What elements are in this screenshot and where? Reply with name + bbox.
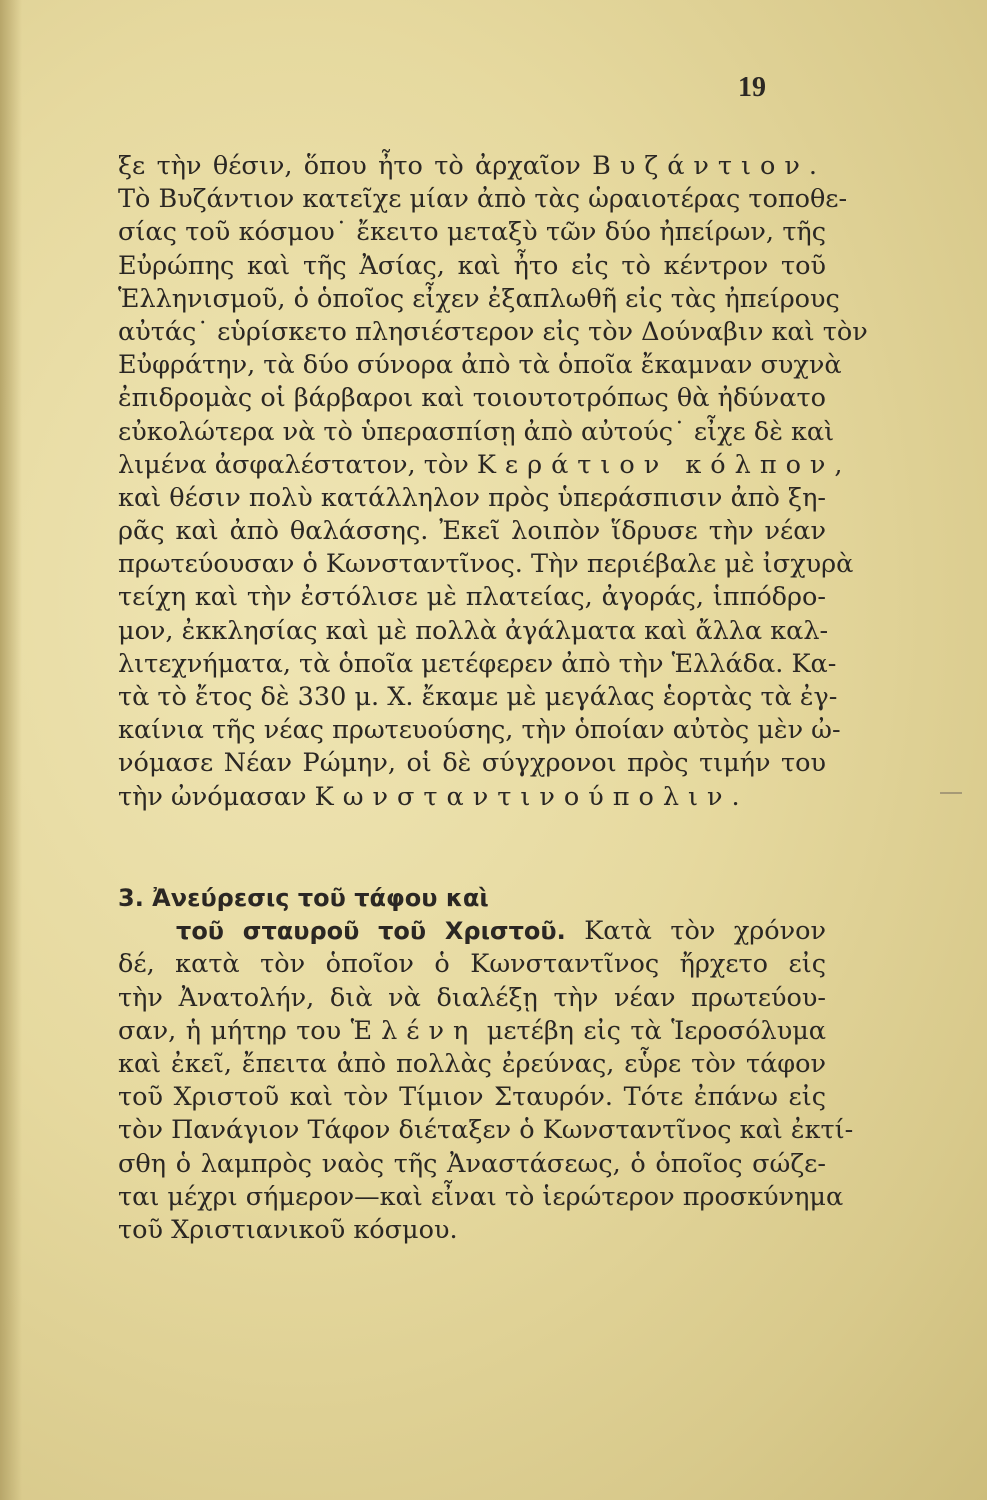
text-line: ξε τὴν θέσιν, ὅπου ἦτο τὸ ἀρχαῖον Βυζάντιον. <box>118 151 826 181</box>
text-line: τοῦ Χριστοῦ καὶ τὸν Τίμιον Σταυρόν. Τότε ἐπάνω εἰς <box>118 1082 826 1113</box>
text-line: πρωτεύουσαν ὁ Κωνσταντῖνος. Τὴν περιέβαλε μὲ ἰσχυρὰ <box>118 549 854 580</box>
text-line: τοῦ Χριστιανικοῦ κόσμου. <box>118 1214 458 1245</box>
text-line: Εὐφράτην, τὰ δύο σύνορα ἀπὸ τὰ ὁποῖα ἔκαμναν συχνὰ <box>118 350 842 381</box>
text-line: καὶ ἐκεῖ, ἔπειτα ἀπὸ πολλὰς ἐρεύνας, εὗρε τὸν τάφον <box>118 1048 826 1079</box>
page-shadow <box>0 0 22 1500</box>
page-number: 19 <box>738 72 766 103</box>
text-line: εὐκολώτερα νὰ τὸ ὑπερασπίσῃ ἀπὸ αὐτούς˙ εἶχε δὲ καὶ <box>118 416 835 447</box>
text-line: καὶ θέσιν πολὺ κατάλληλον πρὸς ὑπεράσπισιν ἀπὸ ξη- <box>118 482 826 513</box>
text-line: σαν, ἡ μήτηρ του Ἑλένη μετέβη εἰς τὰ Ἱεροσόλυμα <box>118 1015 826 1046</box>
text-line: ται μέχρι σήμερον—καὶ εἶναι τὸ ἱερώτερον προσκύνημα <box>118 1181 844 1212</box>
section-heading-cont: τοῦ σταυροῦ τοῦ Χριστοῦ. <box>176 917 566 946</box>
text-line: τὸν Πανάγιον Τάφον διέταξεν ὁ Κωνσταντῖνος καὶ ἐκτί- <box>118 1115 854 1146</box>
text-line: Ἑλληνισμοῦ, ὁ ὁποῖος εἶχεν ἐξαπλωθῆ εἰς τὰς ἠπείρους <box>118 283 840 314</box>
text-line: Εὐρώπης καὶ τῆς Ἀσίας, καὶ ἦτο εἰς τὸ κέντρον τοῦ <box>118 250 826 281</box>
margin-mark <box>940 792 962 794</box>
text-line: λιμένα ἀσφαλέστατον, τὸν Κεράτιον κόλπον, <box>118 449 852 480</box>
text-line: ἐπιδρομὰς οἱ βάρβαροι καὶ τοιουτοτρόπως θὰ ἠδύνατο <box>118 383 826 414</box>
text-line: τὴν Ἀνατολήν, διὰ νὰ διαλέξῃ τὴν νέαν πρωτεύου- <box>118 982 826 1013</box>
text-line: Τὸ Βυζάντιον κατεῖχε μίαν ἀπὸ τὰς ὡραιοτέρας τοποθε- <box>118 184 848 215</box>
text-line: καίνια τῆς νέας πρωτευούσης, τὴν ὁποίαν αὐτὸς μὲν ὠ- <box>118 715 841 746</box>
text-line: δέ, κατὰ τὸν ὁποῖον ὁ Κωνσταντῖνος ἤρχετο εἰς <box>118 949 826 980</box>
section-heading: 3. Ἀνεύρεσις τοῦ τάφου καὶ <box>118 884 489 912</box>
text-line: σίας τοῦ κόσμου˙ ἔκειτο μεταξὺ τῶν δύο ἠπείρων, τῆς <box>118 217 826 248</box>
text-line: λιτεχνήματα, τὰ ὁποῖα μετέφερεν ἀπὸ τὴν Ἑλλάδα. Κα- <box>118 648 837 679</box>
text-line: μον, ἐκκλησίας καὶ μὲ πολλὰ ἀγάλματα καὶ ἄλλα καλ- <box>118 615 829 646</box>
text-line: νόμασε Νέαν Ρώμην, οἱ δὲ σύγχρονοι πρὸς τιμήν του <box>118 748 826 779</box>
section-3 <box>118 882 854 1247</box>
text-line: τὴν ὠνόμασαν Κωνσταντινούπολιν. <box>118 781 749 812</box>
text-line: τείχη καὶ τὴν ἐστόλισε μὲ πλατείας, ἀγοράς, ἱππόδρο- <box>118 582 826 613</box>
text-line: ρᾶς καὶ ἀπὸ θαλάσσης. Ἐκεῖ λοιπὸν ἵδρυσε τὴν νέαν <box>118 516 826 547</box>
text-line: τοῦ σταυροῦ τοῦ Χριστοῦ. Κατὰ τὸν χρόνον <box>118 915 826 948</box>
text-line: σθη ὁ λαμπρὸς ναὸς τῆς Ἀναστάσεως, ὁ ὁποῖος σώζε- <box>118 1148 826 1179</box>
paragraph-byzantium <box>118 150 868 814</box>
text-line: τὰ τὸ ἔτος δὲ 330 μ. Χ. ἔκαμε μὲ μεγάλας ἑορτὰς τὰ ἐγ- <box>118 682 838 712</box>
text-line: αὐτάς˙ εὑρίσκετο πλησιέστερον εἰς τὸν Δούναβιν καὶ τὸν <box>118 316 868 347</box>
